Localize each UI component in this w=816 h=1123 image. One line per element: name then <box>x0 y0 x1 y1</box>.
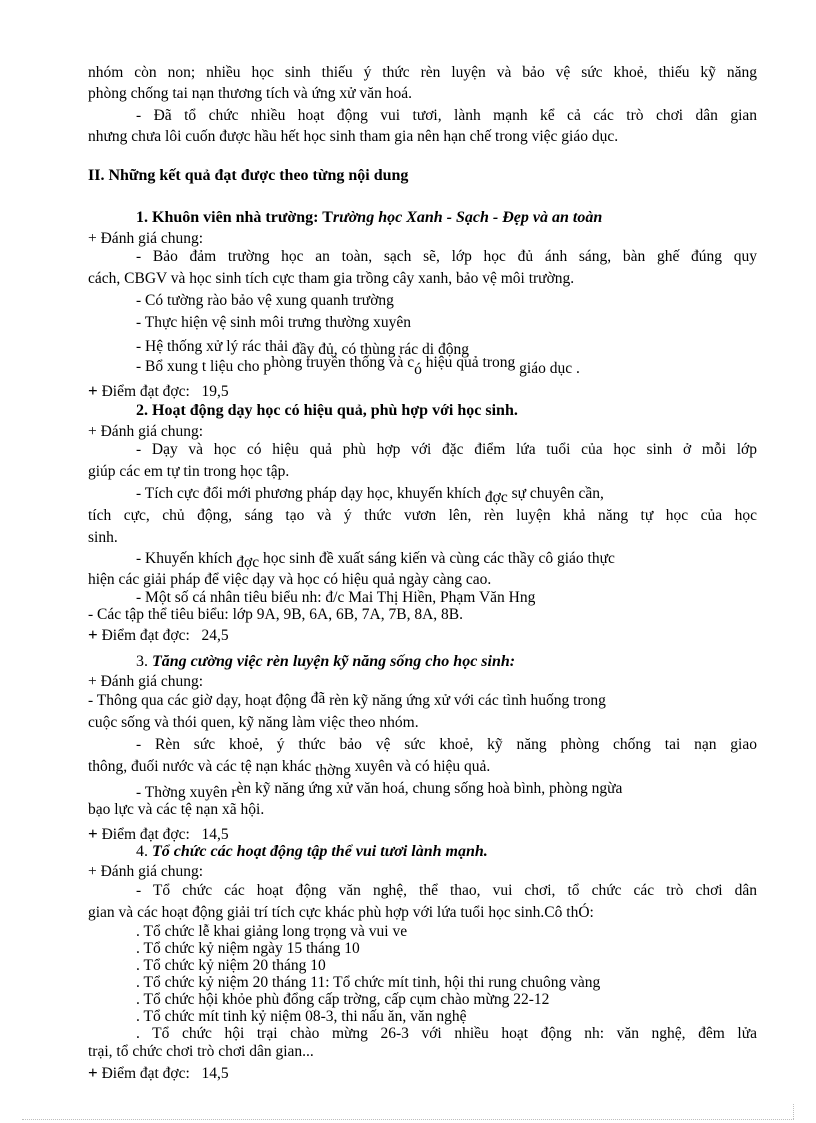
text-line: phòng chống tai nạn thương tích và ứng xử văn hoá. <box>88 85 412 102</box>
list-item: . Tổ chức hội khỏe phù đổng cấp trờng, cấp cụm chào mừng 22-12 <box>136 991 550 1008</box>
text-line <box>136 550 615 571</box>
text-fragment: ó <box>414 361 422 378</box>
subsection-title-number: 1. Khuôn viên nhà trường: T <box>136 209 333 226</box>
score-line <box>88 382 229 401</box>
text-fragment: đã <box>310 690 326 707</box>
text-fragment: thờng <box>315 762 351 779</box>
text-fragment: - Khuyến khích <box>136 550 237 567</box>
text-line <box>136 485 604 506</box>
evaluation-label: + Đánh giá chung: <box>88 423 204 440</box>
subsection-title-number: 3. <box>136 653 152 670</box>
text-line: tích cực, chủ động, sáng tạo và ý thức vươn lên, rèn luyện khả năng tự học của học <box>88 507 757 524</box>
text-line <box>136 780 623 801</box>
text-fragment: ờng <box>161 784 186 801</box>
subsection-title <box>136 843 488 861</box>
subsection-title <box>136 653 515 671</box>
score-line <box>88 1064 229 1083</box>
text-fragment: đầy đủ, có thùng rác di động <box>292 341 469 358</box>
section-heading: II. Những kết quả đạt được theo từng nội dung <box>88 167 409 184</box>
text-line: - Tổ chức các hoạt động văn nghệ, thể thao, vui chơi, tổ chức các trò chơi dân <box>136 882 757 899</box>
text-line: trại, tổ chức chơi trò chơi dân gian... <box>88 1043 314 1060</box>
score-value: 19,5 <box>201 383 229 400</box>
text-fragment: - Th <box>136 784 162 801</box>
text-line <box>88 758 491 779</box>
subsection-title-text: Tăng cường việc rèn luyện kỹ năng sống cho học sinh: <box>152 653 516 670</box>
text-line: - Rèn sức khoẻ, ý thức bảo vệ sức khoẻ, kỹ năng phòng chống tai nạn giao <box>136 736 757 753</box>
score-value: 14,5 <box>201 1065 229 1082</box>
text-line: - Đã tổ chức nhiều hoạt động vui tươi, lành mạnh kể cả các trò chơi dân gian <box>136 107 757 124</box>
plus-sign: + <box>88 381 98 400</box>
text-line: - Có tường rào bảo vệ xung quanh trường <box>136 292 394 309</box>
score-line <box>88 825 229 844</box>
list-item: . Tổ chức mít tinh kỷ niệm 08-3, thi nấu ăn, văn nghệ <box>136 1008 467 1025</box>
page-corner-mark <box>793 1104 794 1119</box>
text-fragment: xuyên và có hiệu quả. <box>350 758 491 775</box>
text-line: giúp các em tự tin trong học tập. <box>88 463 290 480</box>
score-label: Điểm đạt đợc: <box>101 826 190 843</box>
text-fragment: èn kỹ năng ứng xử văn hoá, chung sống hoà bình, phòng ngừa <box>236 780 623 797</box>
text-fragment: giáo dục . <box>519 360 580 377</box>
subsection-title-text: Tổ chức các hoạt động tập thể vui tươi lành mạnh. <box>152 843 488 860</box>
subsection-title-number: 4. <box>136 843 152 860</box>
text-fragment: đợc <box>236 554 260 571</box>
list-item: . Tổ chức kỷ niệm 20 tháng 10 <box>136 957 326 974</box>
text-fragment: hòng truyền thống và c <box>271 354 415 371</box>
text-line: - Dạy và học có hiệu quả phù hợp với đặc điểm lứa tuổi của học sinh ở mỗi lớp <box>136 441 757 458</box>
subsection-title-text: rường học Xanh - Sạch - Đẹp và an toàn <box>332 209 603 226</box>
score-value: 14,5 <box>201 826 229 843</box>
text-line <box>136 354 580 378</box>
text-line: bạo lực và các tệ nạn xã hội. <box>88 801 265 818</box>
text-line: hiện các giải pháp để việc dạy và học có hiệu quả ngày càng cao. <box>88 571 492 588</box>
text-fragment: xuyên r <box>185 784 237 801</box>
plus-sign: + <box>88 1063 98 1082</box>
evaluation-label: + Đánh giá chung: <box>88 863 204 880</box>
text-line: cách, CBGV và học sinh tích cực tham gia trồng cây xanh, bảo vệ môi trường. <box>88 270 575 287</box>
text-fragment: sự chuyên cần, <box>507 485 604 502</box>
evaluation-label: + Đánh giá chung: <box>88 230 204 247</box>
page-bottom-border <box>22 1119 794 1120</box>
text-line: cuộc sống và thói quen, kỹ năng làm việc theo nhóm. <box>88 714 419 731</box>
text-fragment: thông, đuối nước và các tệ nạn khác <box>88 758 316 775</box>
plus-sign: + <box>88 824 98 843</box>
score-label: Điểm đạt đợc: <box>101 627 190 644</box>
text-line: nhóm còn non; nhiều học sinh thiếu ý thức rèn luyện và bảo vệ sức khoẻ, thiếu kỹ năng <box>88 64 757 81</box>
text-fragment: - Bổ xung t liệu cho p <box>136 358 272 375</box>
text-line: sinh. <box>88 529 118 546</box>
list-item: . Tổ chức kỷ niệm 20 tháng 11: Tổ chức mít tinh, hội thi rung chuông vàng <box>136 974 601 991</box>
text-line: gian và các hoạt động giải trí tích cực khác phù hợp với lứa tuổi học sinh.Cô thÓ: <box>88 904 594 921</box>
text-fragment: - Tích cực đổi mới phương pháp dạy học, khuyến khích <box>136 485 485 502</box>
score-value: 24,5 <box>201 627 229 644</box>
text-line: - Thực hiện vệ sinh môi trưng thường xuyên <box>136 314 412 331</box>
list-item: . Tổ chức hội trại chào mừng 26-3 với nhiều hoạt động nh: văn nghệ, đêm lửa <box>136 1025 757 1042</box>
text-fragment: - Hệ thống xử lý rác thải <box>136 338 293 355</box>
text-line <box>88 692 606 710</box>
score-label: Điểm đạt đợc: <box>101 383 190 400</box>
text-fragment: đợc <box>484 489 508 506</box>
text-fragment: học sinh đề xuất sáng kiến và cùng các thầy cô giáo thực <box>259 550 615 567</box>
text-fragment: rèn kỹ năng ứng xử với các tình huống trong <box>325 692 606 709</box>
subsection-title: 2. Hoạt động dạy học có hiệu quả, phù hợp với học sinh. <box>136 402 518 419</box>
score-line <box>88 626 229 645</box>
text-line: - Một số cá nhân tiêu biểu nh: đ/c Mai Thị Hiền, Phạm Văn Hng <box>136 589 536 606</box>
text-fragment: - Thông qua các giờ dạy, hoạt động <box>88 692 311 709</box>
subsection-title <box>136 209 602 227</box>
text-line: - Bảo đảm trường học an toàn, sạch sẽ, lớp học đủ ánh sáng, bàn ghế đúng quy <box>136 248 757 265</box>
plus-sign: + <box>88 625 98 644</box>
score-label: Điểm đạt đợc: <box>101 1065 190 1082</box>
list-item: . Tổ chức kỷ niệm ngày 15 tháng 10 <box>136 940 360 957</box>
text-line: - Các tập thể tiêu biểu: lớp 9A, 9B, 6A, 6B, 7A, 7B, 8A, 8B. <box>88 606 463 623</box>
text-line: nhưng chưa lôi cuốn được hầu hết học sinh tham gia nên hạn chế trong việc giáo dục. <box>88 128 619 145</box>
list-item: . Tổ chức lễ khai giảng long trọng và vui ve <box>136 923 408 940</box>
text-fragment: hiệu quả trong <box>421 354 520 371</box>
evaluation-label: + Đánh giá chung: <box>88 673 204 690</box>
